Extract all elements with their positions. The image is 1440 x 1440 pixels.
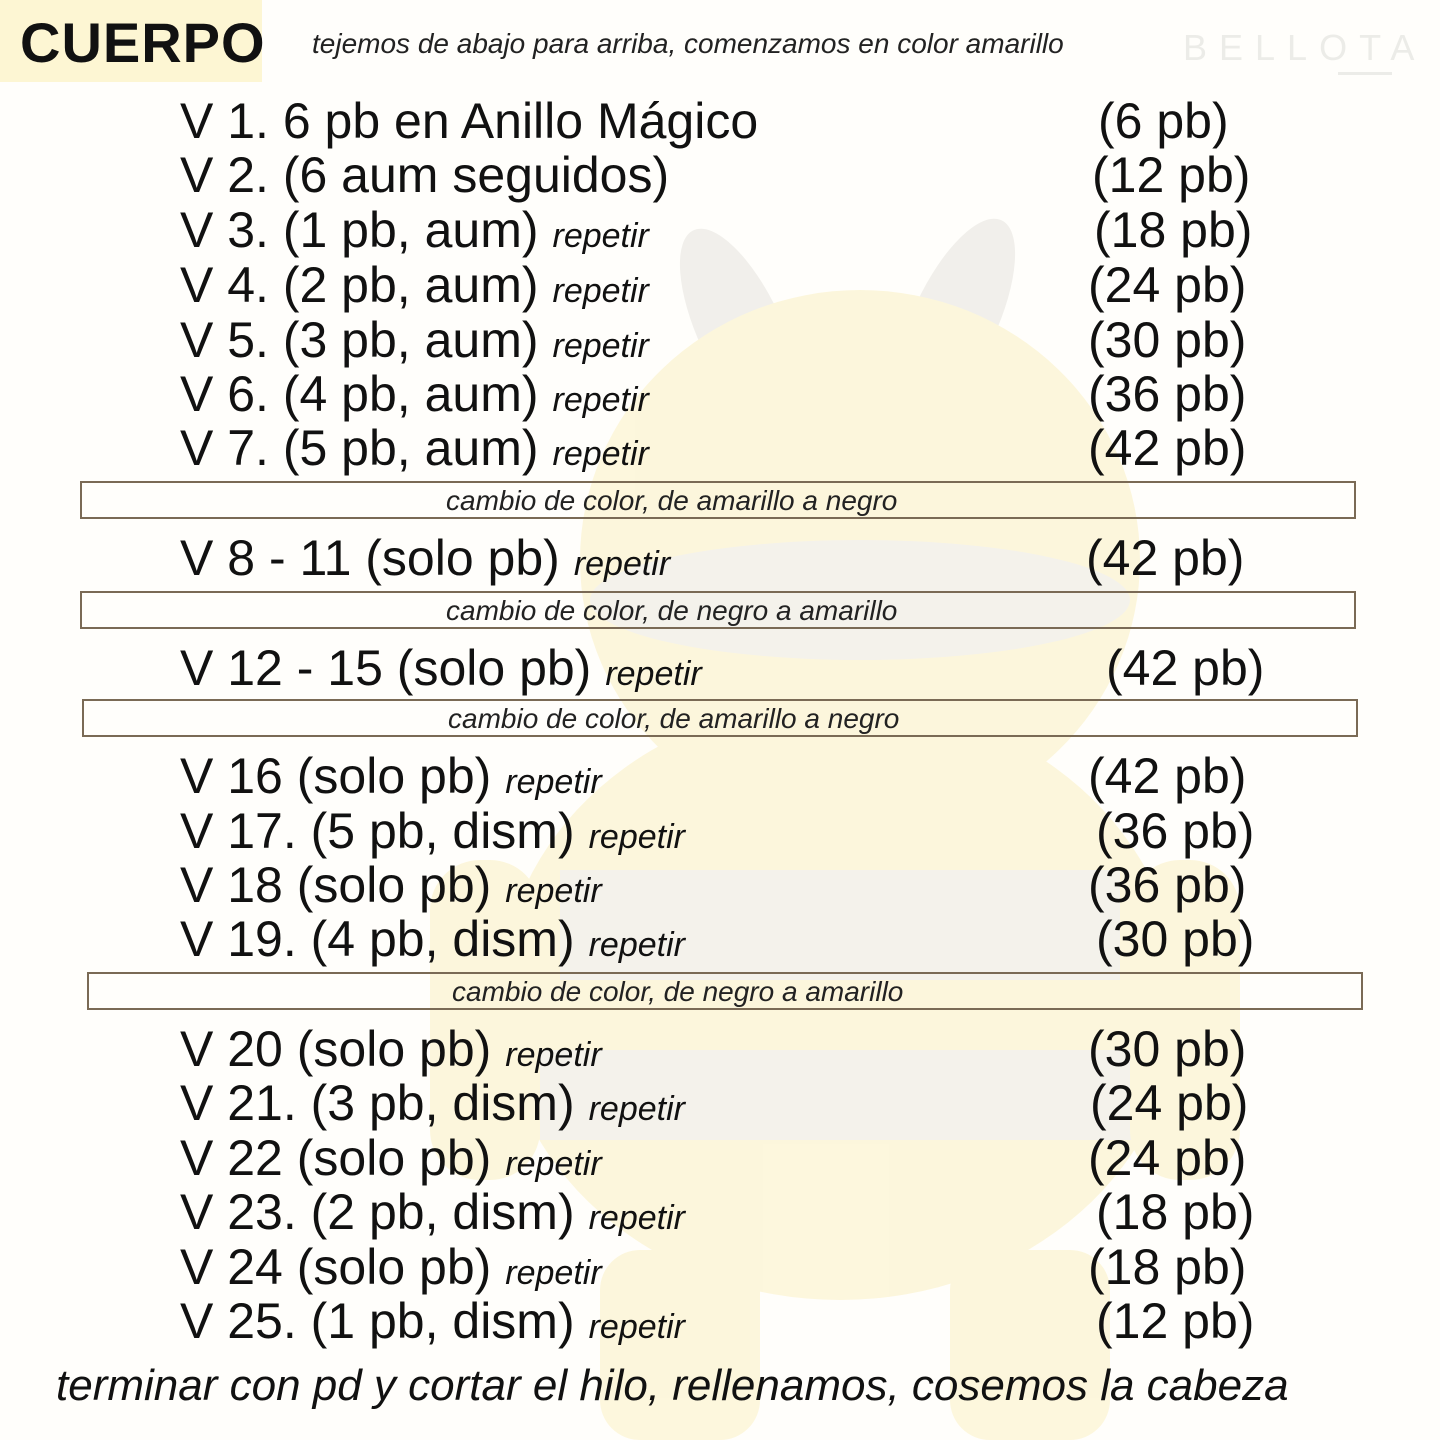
round-label: V 17. (5 pb, dism) repetir [180, 803, 685, 859]
stitch-count: (12 pb) [1092, 147, 1251, 203]
stitch-count: (42 pb) [1106, 640, 1265, 696]
round-label: V 1. 6 pb en Anillo Mágico [180, 93, 759, 149]
round-label: V 2. (6 aum seguidos) [180, 147, 670, 203]
color-change-text: cambio de color, de amarillo a negro [448, 703, 900, 734]
round-label: V 7. (5 pb, aum) repetir [180, 420, 649, 476]
round-row [0, 911, 1440, 967]
round-label: V 18 (solo pb) repetir [180, 857, 602, 913]
round-label: V 19. (4 pb, dism) repetir [180, 911, 685, 967]
stitch-count: (42 pb) [1088, 420, 1247, 476]
round-row [0, 748, 1440, 804]
round-row [0, 1021, 1440, 1077]
stitch-count: (12 pb) [1096, 1293, 1255, 1349]
round-label: V 5. (3 pb, aum) repetir [180, 312, 649, 368]
color-change-text: cambio de color, de negro a amarillo [446, 595, 898, 626]
round-row [0, 1184, 1440, 1240]
stitch-count: (24 pb) [1088, 257, 1247, 313]
stitch-count: (30 pb) [1096, 911, 1255, 967]
round-row [0, 1293, 1440, 1349]
round-row [0, 1075, 1440, 1131]
brand-underline [1338, 72, 1392, 75]
stitch-count: (30 pb) [1088, 312, 1247, 368]
round-row [0, 202, 1440, 258]
round-label: V 23. (2 pb, dism) repetir [180, 1184, 685, 1240]
stitch-count: (18 pb) [1094, 202, 1253, 258]
stitch-count: (30 pb) [1088, 1021, 1247, 1077]
round-row [0, 93, 1440, 149]
round-label: V 12 - 15 (solo pb) repetir [180, 640, 702, 696]
round-row [0, 366, 1440, 422]
round-label: V 6. (4 pb, aum) repetir [180, 366, 649, 422]
stitch-count: (36 pb) [1088, 366, 1247, 422]
round-label: V 8 - 11 (solo pb) repetir [180, 530, 671, 586]
stitch-count: (42 pb) [1086, 530, 1245, 586]
round-row [0, 857, 1440, 913]
round-label: V 21. (3 pb, dism) repetir [180, 1075, 685, 1131]
round-label: V 22 (solo pb) repetir [180, 1130, 602, 1186]
round-row [0, 312, 1440, 368]
page-title: CUERPO [20, 11, 266, 74]
stitch-count: (18 pb) [1096, 1184, 1255, 1240]
round-row [0, 257, 1440, 313]
round-row [0, 1130, 1440, 1186]
color-change-text: cambio de color, de negro a amarillo [452, 976, 904, 1007]
stitch-count: (36 pb) [1096, 803, 1255, 859]
footer-note: terminar con pd y cortar el hilo, rellenamos, cosemos la cabeza [56, 1361, 1289, 1410]
stitch-count: (18 pb) [1088, 1239, 1247, 1295]
round-row [0, 803, 1440, 859]
stitch-count: (36 pb) [1088, 857, 1247, 913]
stitch-count: (24 pb) [1088, 1130, 1247, 1186]
round-row [0, 1239, 1440, 1295]
page-subtitle: tejemos de abajo para arriba, comenzamos en color amarillo [312, 28, 1064, 59]
round-label: V 16 (solo pb) repetir [180, 748, 602, 804]
round-label: V 20 (solo pb) repetir [180, 1021, 602, 1077]
stitch-count: (42 pb) [1088, 748, 1247, 804]
stitch-count: (24 pb) [1090, 1075, 1249, 1131]
round-row [0, 420, 1440, 476]
round-label: V 25. (1 pb, dism) repetir [180, 1293, 685, 1349]
round-row [0, 147, 1440, 203]
brand-watermark: BELLOTA [1183, 27, 1427, 68]
stitch-count: (6 pb) [1098, 93, 1229, 149]
round-label: V 4. (2 pb, aum) repetir [180, 257, 649, 313]
round-row [0, 640, 1440, 696]
color-change-text: cambio de color, de amarillo a negro [446, 485, 898, 516]
round-row [0, 530, 1440, 586]
round-label: V 24 (solo pb) repetir [180, 1239, 602, 1295]
round-label: V 3. (1 pb, aum) repetir [180, 202, 649, 258]
